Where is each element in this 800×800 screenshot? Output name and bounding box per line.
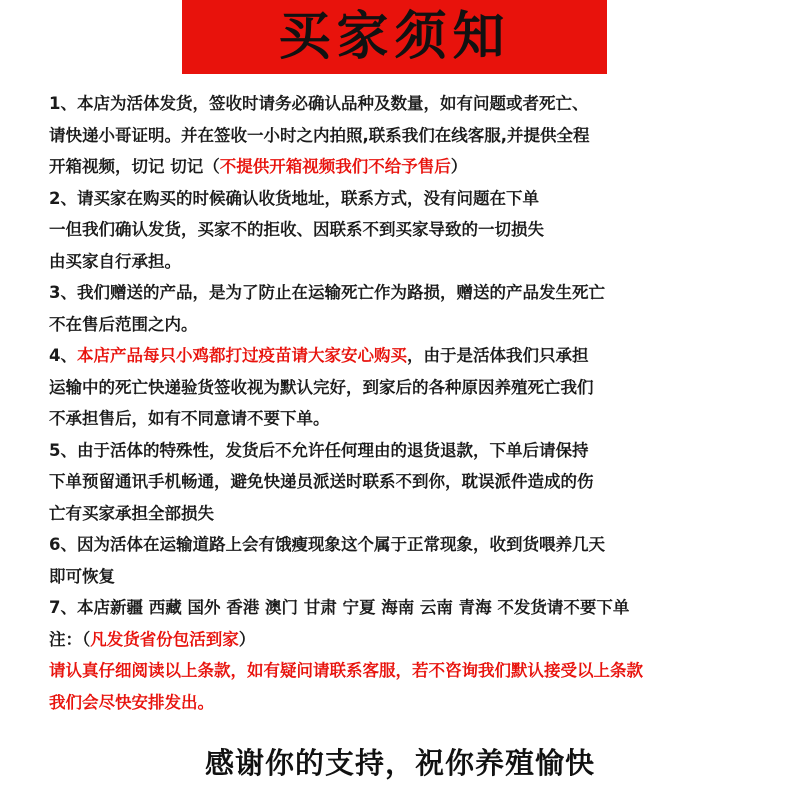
notice-text: ） xyxy=(450,157,468,176)
notice-highlight: 不提供开箱视频我们不给予售后 xyxy=(219,157,451,176)
notice-highlight: 本店产品每只小鸡都打过疫苗请大家安心购买 xyxy=(76,346,407,365)
notice-text: 由买家自行承担。 xyxy=(49,251,181,271)
notice-text: 4、 xyxy=(49,346,77,365)
notice-text: 注：（ xyxy=(49,629,91,649)
notice-line-red xyxy=(49,655,769,687)
notice-line xyxy=(49,340,769,372)
notice-line xyxy=(49,403,769,435)
notice-text: 亡有买家承担全部损失 xyxy=(49,503,214,523)
footer-thanks: 感谢你的支持，祝你养殖愉快 xyxy=(204,745,595,780)
notice-text: ，由于是活体我们只承担 xyxy=(406,346,589,365)
notice-line xyxy=(49,120,769,152)
notice-text: 3、我们赠送的产品，是为了防止在运输死亡作为路损，赠送的产品发生死亡 xyxy=(49,283,605,302)
notice-line xyxy=(49,277,769,309)
notice-line xyxy=(49,151,769,183)
notice-text: 2、请买家在购买的时候确认收货地址，联系方式，没有问题在下单 xyxy=(49,188,539,208)
notice-line xyxy=(49,435,769,467)
notice-highlight: 我们会尽快安排发出。 xyxy=(49,692,214,712)
notice-text: 7、本店新疆 西藏 国外 香港 澳门 甘肃 宁夏 海南 云南 青海 不发货请不要下单 xyxy=(49,598,630,617)
notice-line xyxy=(49,88,769,120)
notice-text: 6、因为活体在运输道路上会有饿瘦现象这个属于正常现象，收到货喂养几天 xyxy=(49,535,605,554)
notice-text: 不承担售后，如有不同意请不要下单。 xyxy=(49,409,330,428)
footer xyxy=(0,734,800,788)
notice-text: 1、本店为活体发货，签收时请务必确认品种及数量，如有问题或者死亡、 xyxy=(49,94,589,113)
notice-line xyxy=(49,498,769,530)
notice-line xyxy=(49,529,769,561)
notice-text: 5、由于活体的特殊性，发货后不允许任何理由的退货退款，下单后请保持 xyxy=(49,440,589,460)
title-banner xyxy=(182,0,607,74)
notice-text: 即可恢复 xyxy=(49,566,115,586)
page-title: 买家须知 xyxy=(278,7,511,67)
notice-line xyxy=(49,309,769,341)
notice-line xyxy=(49,466,769,498)
notice-text: 不在售后范围之内。 xyxy=(49,314,198,334)
notice-line-red xyxy=(49,687,769,719)
notice-text: 一但我们确认发货，买家不的拒收、因联系不到买家导致的一切损失 xyxy=(49,220,544,239)
notice-body xyxy=(49,88,769,718)
notice-text: 请快递小哥证明。并在签收一小时之内拍照,联系我们在线客服,并提供全程 xyxy=(49,125,590,145)
notice-text: 运输中的死亡快递验货签收视为默认完好，到家后的各种原因养殖死亡我们 xyxy=(49,377,594,397)
notice-line xyxy=(49,372,769,404)
notice-highlight: 凡发货省份包活到家 xyxy=(90,629,239,649)
notice-line xyxy=(49,183,769,215)
notice-line xyxy=(49,561,769,593)
notice-text: ） xyxy=(238,629,256,649)
notice-line xyxy=(49,624,769,656)
notice-highlight: 请认真仔细阅读以上条款，如有疑问请联系客服，若不咨询我们默认接受以上条款 xyxy=(49,661,643,680)
notice-text: 开箱视频，切记 切记（ xyxy=(49,157,220,176)
notice-text: 下单预留通讯手机畅通，避免快递员派送时联系不到你，耽误派件造成的伤 xyxy=(49,472,594,491)
notice-line xyxy=(49,214,769,246)
notice-line xyxy=(49,592,769,624)
notice-line xyxy=(49,246,769,278)
